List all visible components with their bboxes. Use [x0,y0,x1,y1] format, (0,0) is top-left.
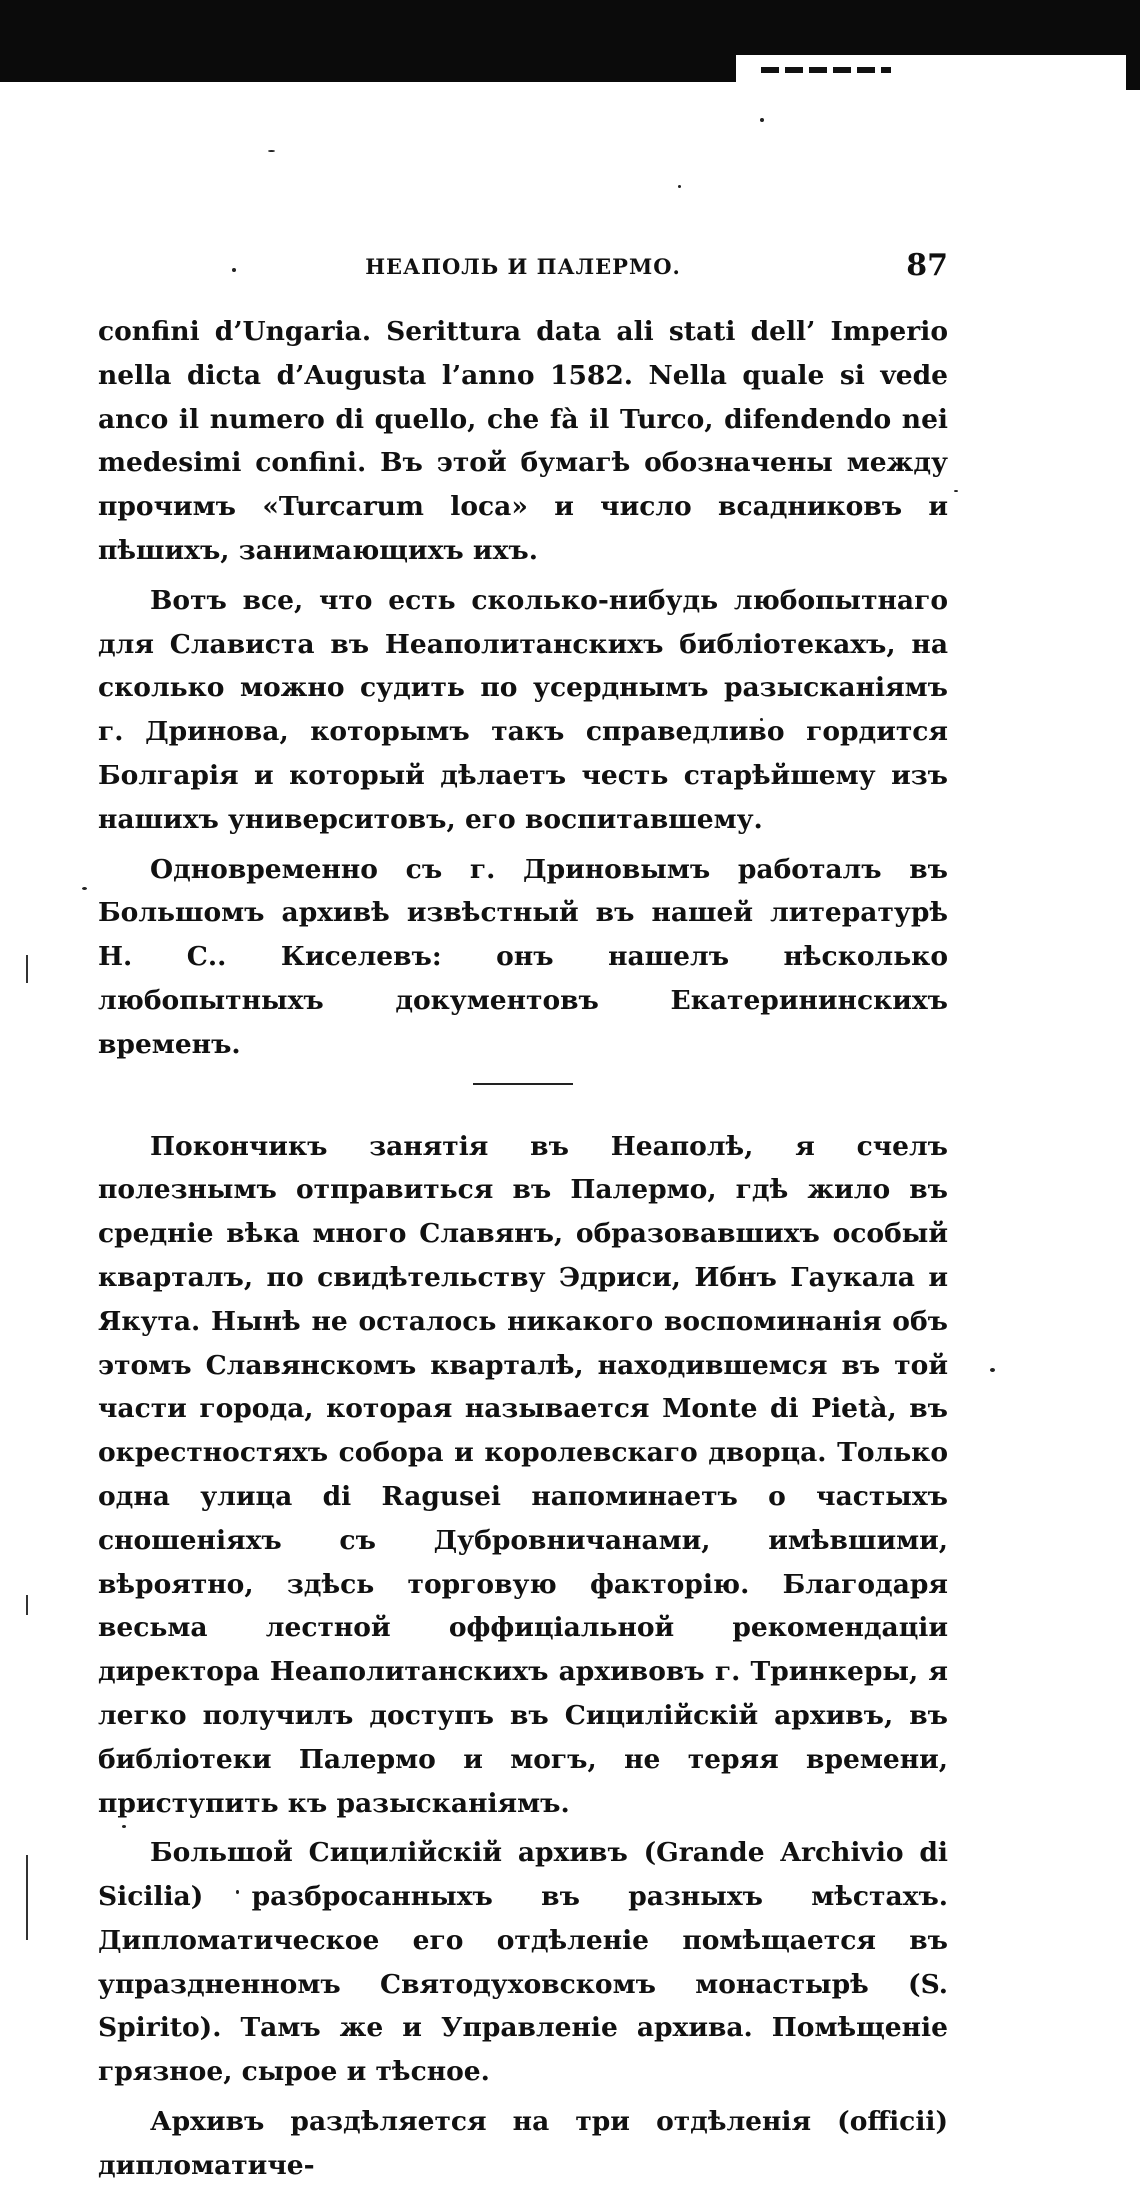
body-text [98,310,948,2188]
running-title: НЕАПОЛЬ И ПАЛЕРМО. [365,254,681,279]
scan-speck [268,150,275,152]
section-separator [473,1083,573,1085]
paragraph: Архивъ раздѣляется на три отдѣленія (officii) дипломатиче- [98,2106,948,2181]
running-head [98,248,948,288]
paragraph: Большой Сицилійскій архивъ (Grande Archivio di Sicilia) разбросанныхъ въ разныхъ мѣстахъ. Дипломатическое его отдѣленіе помѣщается въ упраздненномъ Святодуховскомъ монастырѣ (S. Spirito). Тамъ же и Управленіе архива. Помѣщеніе грязное, сырое и тѣсное. [98,1837,948,2088]
paragraph: Одновременно съ г. Дриновымъ работалъ въ Большомъ архивѣ извѣстный въ нашей литературѣ Н. С.. Киселевъ: онъ нашелъ нѣсколько любопытныхъ документовъ Екатерининскихъ временъ. [98,853,948,1060]
paragraph: Покончикъ занятія въ Неаполѣ, я счелъ полезнымъ отправиться въ Палермо, гдѣ жило въ средніе вѣка много Славянъ, образовавшихъ особый кварталъ, по свидѣтельству Эдриси, Ибнъ Гаукала и Якута. Нынѣ не осталось никакого воспоминанія объ этомъ Славянскомъ кварталѣ, находившемся въ той части города, которая называется Monte di Pietà, въ окрестностяхъ собора и королевскаго дворца. Только одна улица di Ragusei напоминаетъ о частыхъ сношеніяхъ съ Дубровничанами, имѣвшими, вѣроятно, здѣсь торговую факторію. Благодаря весьма лестной оффиціальной рекомендаціи директора Неаполитанскихъ архивовъ г. Тринкеры, я легко получилъ доступъ въ Сицилійскій архивъ, въ библіотеки Палермо и могъ, не теряя времени, приступить къ разысканіямъ. [98,1130,948,1819]
paragraph-continuation: confini d’Ungaria. Serittura data ali stati dell’ Imperio nella dicta d’Augusta l’anno 1582. Nella quale si vede anco il numero di quello, che fà il Turco, difendendo nei medesimi confini. Въ этой бумагѣ обозначены между прочимъ «Turcarum loca» и число всадниковъ и пѣшихъ, занимающихъ ихъ. [98,316,948,566]
page-number: 87 [906,248,948,283]
scan-speck [760,118,764,122]
scan-torn-notch [736,55,1126,87]
paragraph: Вотъ все, что есть сколько-нибудь любопытнаго для Слависта въ Неаполитанскихъ библіотекахъ, на сколько можно судить по усерднымъ разысканіямъ г. Дринова, которымъ такъ справедливо гордится Болгарія и который дѣлаетъ честь старѣйшему изъ нашихъ университовъ, его воспитавшему. [98,584,948,835]
scan-top-dark-band [0,0,1140,82]
scan-speck [990,1368,995,1372]
scan-margin-mark [26,955,28,983]
scan-margin-mark [26,1855,28,1940]
scan-right-edge [1126,0,1140,90]
scan-text-fragment [761,67,891,73]
scan-speck [82,887,87,890]
scan-margin-mark [26,1595,28,1615]
scan-speck [678,185,681,188]
scan-speck [954,490,958,492]
